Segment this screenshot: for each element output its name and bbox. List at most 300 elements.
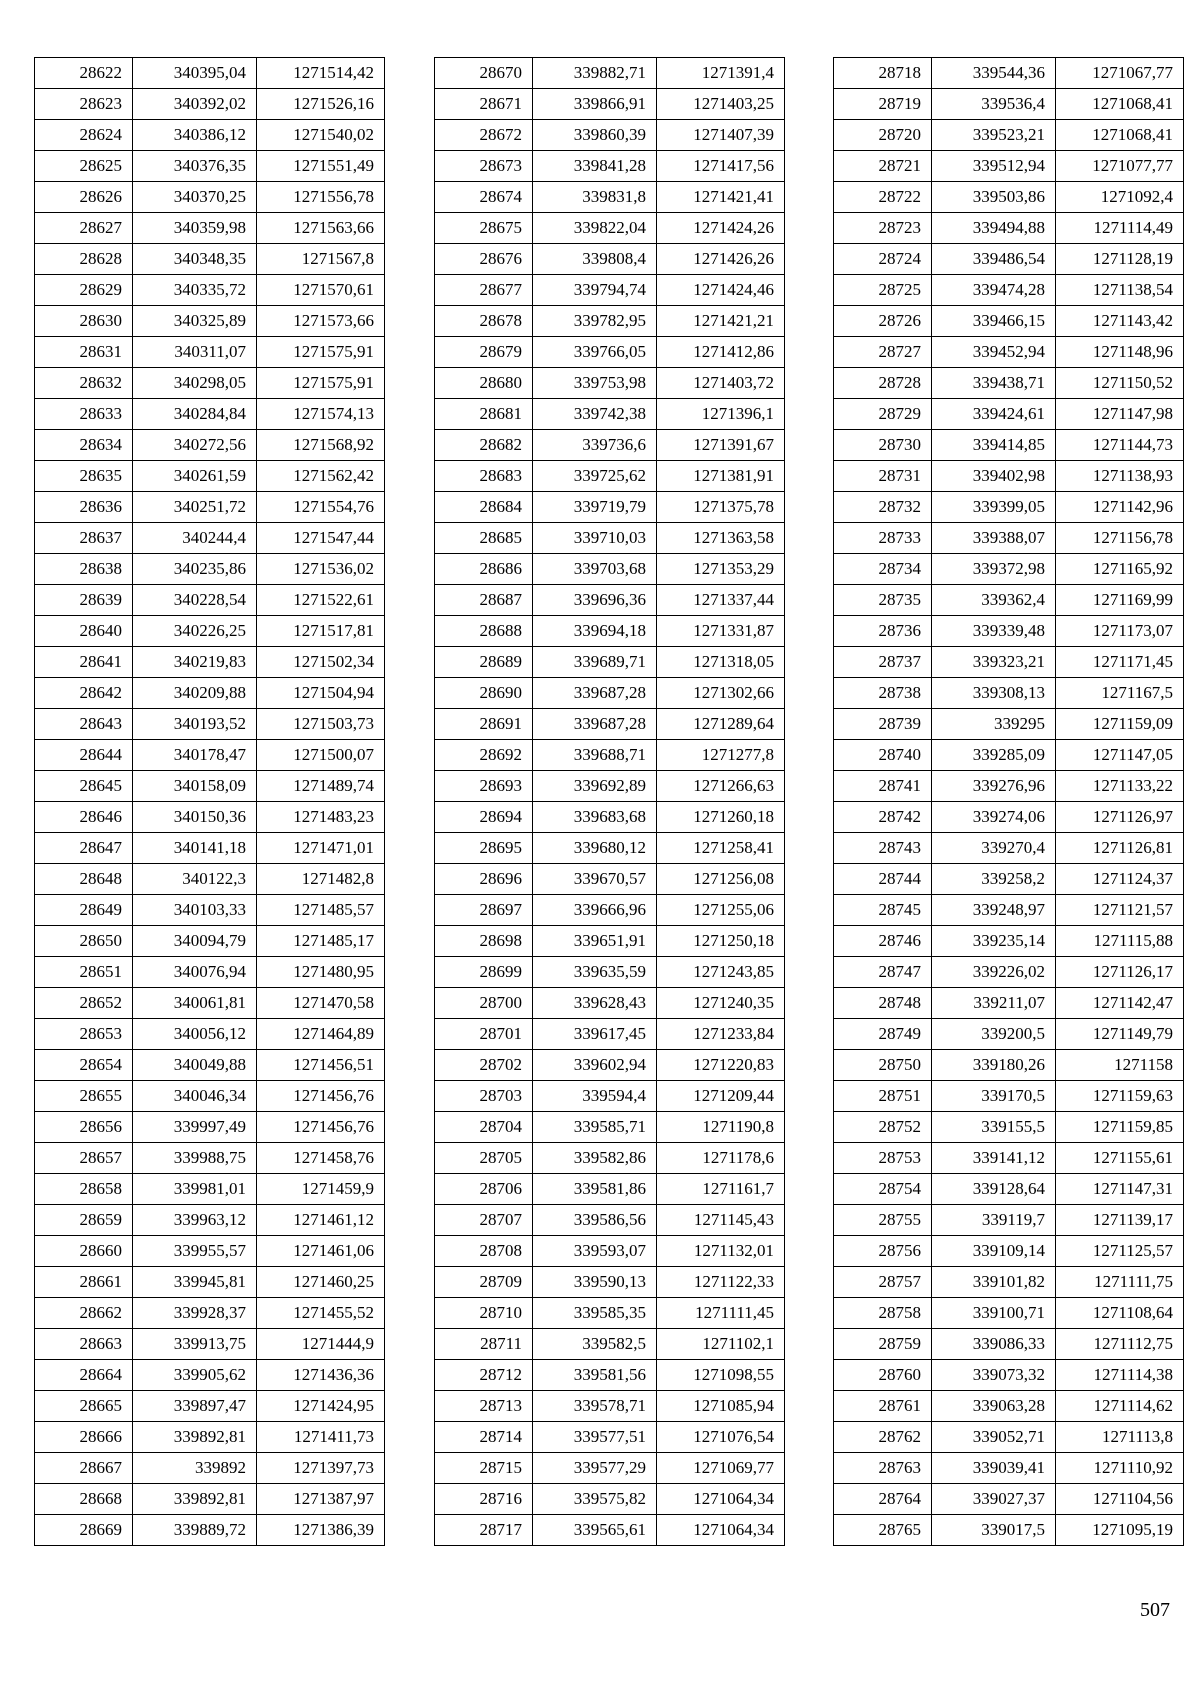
x-coordinate-cell: 340370,25: [133, 182, 257, 213]
x-coordinate-cell: 339424,61: [932, 399, 1056, 430]
table-row: [834, 895, 1184, 926]
table-row: [35, 1205, 385, 1236]
point-number-cell: 28638: [35, 554, 133, 585]
table-row: [834, 1484, 1184, 1515]
table-row: [435, 771, 785, 802]
y-coordinate-cell: 1271570,61: [257, 275, 385, 306]
table-row: [35, 616, 385, 647]
point-number-cell: 28657: [35, 1143, 133, 1174]
y-coordinate-cell: 1271554,76: [257, 492, 385, 523]
table-row: [834, 1453, 1184, 1484]
point-number-cell: 28681: [435, 399, 533, 430]
table-row: [834, 1515, 1184, 1546]
x-coordinate-cell: 339635,59: [533, 957, 657, 988]
x-coordinate-cell: 340284,84: [133, 399, 257, 430]
x-coordinate-cell: 340392,02: [133, 89, 257, 120]
y-coordinate-cell: 1271483,23: [257, 802, 385, 833]
table-row: [834, 678, 1184, 709]
x-coordinate-cell: 339692,89: [533, 771, 657, 802]
point-number-cell: 28691: [435, 709, 533, 740]
point-number-cell: 28674: [435, 182, 533, 213]
point-number-cell: 28667: [35, 1453, 133, 1484]
y-coordinate-cell: 1271353,29: [657, 554, 785, 585]
y-coordinate-cell: 1271386,39: [257, 1515, 385, 1546]
y-coordinate-cell: 1271220,83: [657, 1050, 785, 1081]
table-row: [834, 1019, 1184, 1050]
table-row: [834, 306, 1184, 337]
point-number-cell: 28713: [435, 1391, 533, 1422]
y-coordinate-cell: 1271504,94: [257, 678, 385, 709]
table-row: [435, 492, 785, 523]
y-coordinate-cell: 1271067,77: [1056, 58, 1184, 89]
point-number-cell: 28700: [435, 988, 533, 1019]
table-row: [435, 678, 785, 709]
x-coordinate-cell: 339687,28: [533, 678, 657, 709]
y-coordinate-cell: 1271069,77: [657, 1453, 785, 1484]
x-coordinate-cell: 339258,2: [932, 864, 1056, 895]
x-coordinate-cell: 340158,09: [133, 771, 257, 802]
y-coordinate-cell: 1271159,85: [1056, 1112, 1184, 1143]
point-number-cell: 28751: [834, 1081, 932, 1112]
x-coordinate-cell: 339141,12: [932, 1143, 1056, 1174]
table-row: [834, 120, 1184, 151]
x-coordinate-cell: 340094,79: [133, 926, 257, 957]
x-coordinate-cell: 339882,71: [533, 58, 657, 89]
point-number-cell: 28745: [834, 895, 932, 926]
y-coordinate-cell: 1271128,19: [1056, 244, 1184, 275]
point-number-cell: 28639: [35, 585, 133, 616]
x-coordinate-cell: 340325,89: [133, 306, 257, 337]
point-number-cell: 28744: [834, 864, 932, 895]
table-row: [435, 895, 785, 926]
x-coordinate-cell: 339414,85: [932, 430, 1056, 461]
y-coordinate-cell: 1271102,1: [657, 1329, 785, 1360]
y-coordinate-cell: 1271575,91: [257, 368, 385, 399]
table-row: [834, 585, 1184, 616]
point-number-cell: 28758: [834, 1298, 932, 1329]
y-coordinate-cell: 1271161,7: [657, 1174, 785, 1205]
table-row: [435, 1174, 785, 1205]
x-coordinate-cell: 339362,4: [932, 585, 1056, 616]
table-row: [435, 430, 785, 461]
y-coordinate-cell: 1271471,01: [257, 833, 385, 864]
table-row: [35, 988, 385, 1019]
x-coordinate-cell: 340359,98: [133, 213, 257, 244]
point-number-cell: 28756: [834, 1236, 932, 1267]
y-coordinate-cell: 1271156,78: [1056, 523, 1184, 554]
table-row: [35, 771, 385, 802]
x-coordinate-cell: 339897,47: [133, 1391, 257, 1422]
x-coordinate-cell: 340103,33: [133, 895, 257, 926]
point-number-cell: 28712: [435, 1360, 533, 1391]
x-coordinate-cell: 339086,33: [932, 1329, 1056, 1360]
x-coordinate-cell: 339544,36: [932, 58, 1056, 89]
point-number-cell: 28682: [435, 430, 533, 461]
x-coordinate-cell: 339295: [932, 709, 1056, 740]
x-coordinate-cell: 339274,06: [932, 802, 1056, 833]
x-coordinate-cell: 339742,38: [533, 399, 657, 430]
y-coordinate-cell: 1271113,8: [1056, 1422, 1184, 1453]
x-coordinate-cell: 339027,37: [932, 1484, 1056, 1515]
point-number-cell: 28655: [35, 1081, 133, 1112]
y-coordinate-cell: 1271144,73: [1056, 430, 1184, 461]
y-coordinate-cell: 1271068,41: [1056, 120, 1184, 151]
table-row: [834, 1360, 1184, 1391]
table-row: [435, 833, 785, 864]
x-coordinate-cell: 339766,05: [533, 337, 657, 368]
table-row: [834, 1050, 1184, 1081]
y-coordinate-cell: 1271138,93: [1056, 461, 1184, 492]
point-number-cell: 28690: [435, 678, 533, 709]
x-coordinate-cell: 339235,14: [932, 926, 1056, 957]
x-coordinate-cell: 339928,37: [133, 1298, 257, 1329]
y-coordinate-cell: 1271255,06: [657, 895, 785, 926]
y-coordinate-cell: 1271110,92: [1056, 1453, 1184, 1484]
x-coordinate-cell: 339523,21: [932, 120, 1056, 151]
point-number-cell: 28673: [435, 151, 533, 182]
table-row: [435, 306, 785, 337]
table-row: [834, 1267, 1184, 1298]
y-coordinate-cell: 1271277,8: [657, 740, 785, 771]
point-number-cell: 28632: [35, 368, 133, 399]
x-coordinate-cell: 340244,4: [133, 523, 257, 554]
point-number-cell: 28722: [834, 182, 932, 213]
table-row: [834, 337, 1184, 368]
point-number-cell: 28626: [35, 182, 133, 213]
y-coordinate-cell: 1271114,38: [1056, 1360, 1184, 1391]
y-coordinate-cell: 1271068,41: [1056, 89, 1184, 120]
table-row: [834, 492, 1184, 523]
point-number-cell: 28643: [35, 709, 133, 740]
x-coordinate-cell: 340272,56: [133, 430, 257, 461]
table-row: [435, 1484, 785, 1515]
x-coordinate-cell: 339710,03: [533, 523, 657, 554]
point-number-cell: 28765: [834, 1515, 932, 1546]
y-coordinate-cell: 1271122,33: [657, 1267, 785, 1298]
table-row: [35, 833, 385, 864]
point-number-cell: 28662: [35, 1298, 133, 1329]
x-coordinate-cell: 339017,5: [932, 1515, 1056, 1546]
point-number-cell: 28714: [435, 1422, 533, 1453]
y-coordinate-cell: 1271562,42: [257, 461, 385, 492]
table-row: [435, 864, 785, 895]
x-coordinate-cell: 339339,48: [932, 616, 1056, 647]
y-coordinate-cell: 1271526,16: [257, 89, 385, 120]
point-number-cell: 28699: [435, 957, 533, 988]
x-coordinate-cell: 339582,5: [533, 1329, 657, 1360]
y-coordinate-cell: 1271098,55: [657, 1360, 785, 1391]
table-row: [35, 709, 385, 740]
table-row: [834, 1422, 1184, 1453]
y-coordinate-cell: 1271064,34: [657, 1484, 785, 1515]
x-coordinate-cell: 339753,98: [533, 368, 657, 399]
point-number-cell: 28642: [35, 678, 133, 709]
point-number-cell: 28675: [435, 213, 533, 244]
point-number-cell: 28748: [834, 988, 932, 1019]
point-number-cell: 28664: [35, 1360, 133, 1391]
table-row: [435, 1329, 785, 1360]
table-row: [435, 1422, 785, 1453]
table-row: [435, 1205, 785, 1236]
table-row: [35, 89, 385, 120]
point-number-cell: 28634: [35, 430, 133, 461]
y-coordinate-cell: 1271391,4: [657, 58, 785, 89]
x-coordinate-cell: 340228,54: [133, 585, 257, 616]
y-coordinate-cell: 1271132,01: [657, 1236, 785, 1267]
x-coordinate-cell: 339585,35: [533, 1298, 657, 1329]
y-coordinate-cell: 1271111,75: [1056, 1267, 1184, 1298]
x-coordinate-cell: 339725,62: [533, 461, 657, 492]
point-number-cell: 28694: [435, 802, 533, 833]
point-number-cell: 28696: [435, 864, 533, 895]
point-number-cell: 28729: [834, 399, 932, 430]
x-coordinate-cell: 340056,12: [133, 1019, 257, 1050]
point-number-cell: 28627: [35, 213, 133, 244]
table-row: [35, 244, 385, 275]
y-coordinate-cell: 1271331,87: [657, 616, 785, 647]
table-row: [435, 182, 785, 213]
point-number-cell: 28652: [35, 988, 133, 1019]
y-coordinate-cell: 1271536,02: [257, 554, 385, 585]
y-coordinate-cell: 1271514,42: [257, 58, 385, 89]
point-number-cell: 28641: [35, 647, 133, 678]
y-coordinate-cell: 1271444,9: [257, 1329, 385, 1360]
y-coordinate-cell: 1271318,05: [657, 647, 785, 678]
point-number-cell: 28718: [834, 58, 932, 89]
y-coordinate-cell: 1271397,73: [257, 1453, 385, 1484]
y-coordinate-cell: 1271167,5: [1056, 678, 1184, 709]
table-row: [834, 709, 1184, 740]
y-coordinate-cell: 1271455,52: [257, 1298, 385, 1329]
table-row: [435, 1050, 785, 1081]
point-number-cell: 28660: [35, 1236, 133, 1267]
point-number-cell: 28658: [35, 1174, 133, 1205]
table-row: [435, 244, 785, 275]
point-number-cell: 28757: [834, 1267, 932, 1298]
x-coordinate-cell: 340193,52: [133, 709, 257, 740]
point-number-cell: 28717: [435, 1515, 533, 1546]
y-coordinate-cell: 1271260,18: [657, 802, 785, 833]
y-coordinate-cell: 1271381,91: [657, 461, 785, 492]
table-row: [35, 461, 385, 492]
point-number-cell: 28702: [435, 1050, 533, 1081]
y-coordinate-cell: 1271111,45: [657, 1298, 785, 1329]
y-coordinate-cell: 1271147,05: [1056, 740, 1184, 771]
x-coordinate-cell: 339180,26: [932, 1050, 1056, 1081]
y-coordinate-cell: 1271095,19: [1056, 1515, 1184, 1546]
y-coordinate-cell: 1271522,61: [257, 585, 385, 616]
point-number-cell: 28710: [435, 1298, 533, 1329]
y-coordinate-cell: 1271142,96: [1056, 492, 1184, 523]
table-row: [435, 1143, 785, 1174]
x-coordinate-cell: 339602,94: [533, 1050, 657, 1081]
point-number-cell: 28688: [435, 616, 533, 647]
point-number-cell: 28654: [35, 1050, 133, 1081]
point-number-cell: 28653: [35, 1019, 133, 1050]
x-coordinate-cell: 339466,15: [932, 306, 1056, 337]
table-row: [35, 1019, 385, 1050]
x-coordinate-cell: 340141,18: [133, 833, 257, 864]
point-number-cell: 28753: [834, 1143, 932, 1174]
table-row: [35, 1422, 385, 1453]
point-number-cell: 28725: [834, 275, 932, 306]
point-number-cell: 28730: [834, 430, 932, 461]
table-row: [35, 864, 385, 895]
point-number-cell: 28677: [435, 275, 533, 306]
x-coordinate-cell: 339200,5: [932, 1019, 1056, 1050]
x-coordinate-cell: 340395,04: [133, 58, 257, 89]
point-number-cell: 28740: [834, 740, 932, 771]
x-coordinate-cell: 339575,82: [533, 1484, 657, 1515]
table-row: [435, 1081, 785, 1112]
table-row: [35, 368, 385, 399]
table-row: [834, 1174, 1184, 1205]
x-coordinate-cell: 339905,62: [133, 1360, 257, 1391]
x-coordinate-cell: 340376,35: [133, 151, 257, 182]
point-number-cell: 28701: [435, 1019, 533, 1050]
x-coordinate-cell: 340076,94: [133, 957, 257, 988]
y-coordinate-cell: 1271517,81: [257, 616, 385, 647]
x-coordinate-cell: 339892,81: [133, 1484, 257, 1515]
table-row: [35, 1112, 385, 1143]
point-number-cell: 28650: [35, 926, 133, 957]
table-row: [435, 213, 785, 244]
x-coordinate-cell: 340235,86: [133, 554, 257, 585]
y-coordinate-cell: 1271337,44: [657, 585, 785, 616]
point-number-cell: 28645: [35, 771, 133, 802]
x-coordinate-cell: 339651,91: [533, 926, 657, 957]
table-row: [35, 1360, 385, 1391]
x-coordinate-cell: 339586,56: [533, 1205, 657, 1236]
y-coordinate-cell: 1271126,81: [1056, 833, 1184, 864]
y-coordinate-cell: 1271159,09: [1056, 709, 1184, 740]
y-coordinate-cell: 1271407,39: [657, 120, 785, 151]
point-number-cell: 28726: [834, 306, 932, 337]
table-row: [834, 1205, 1184, 1236]
x-coordinate-cell: 339689,71: [533, 647, 657, 678]
y-coordinate-cell: 1271456,76: [257, 1081, 385, 1112]
point-number-cell: 28759: [834, 1329, 932, 1360]
table-row: [435, 275, 785, 306]
y-coordinate-cell: 1271076,54: [657, 1422, 785, 1453]
y-coordinate-cell: 1271503,73: [257, 709, 385, 740]
x-coordinate-cell: 339565,61: [533, 1515, 657, 1546]
y-coordinate-cell: 1271412,86: [657, 337, 785, 368]
table-row: [35, 213, 385, 244]
y-coordinate-cell: 1271169,99: [1056, 585, 1184, 616]
table-row: [834, 647, 1184, 678]
point-number-cell: 28762: [834, 1422, 932, 1453]
y-coordinate-cell: 1271171,45: [1056, 647, 1184, 678]
y-coordinate-cell: 1271150,52: [1056, 368, 1184, 399]
table-row: [435, 647, 785, 678]
y-coordinate-cell: 1271124,37: [1056, 864, 1184, 895]
y-coordinate-cell: 1271145,43: [657, 1205, 785, 1236]
y-coordinate-cell: 1271568,92: [257, 430, 385, 461]
table-row: [35, 1267, 385, 1298]
y-coordinate-cell: 1271403,72: [657, 368, 785, 399]
point-number-cell: 28752: [834, 1112, 932, 1143]
table-row: [435, 461, 785, 492]
y-coordinate-cell: 1271417,56: [657, 151, 785, 182]
y-coordinate-cell: 1271411,73: [257, 1422, 385, 1453]
x-coordinate-cell: 339582,86: [533, 1143, 657, 1174]
table-row: [834, 1391, 1184, 1422]
x-coordinate-cell: 339128,64: [932, 1174, 1056, 1205]
table-row: [834, 244, 1184, 275]
x-coordinate-cell: 339955,57: [133, 1236, 257, 1267]
point-number-cell: 28637: [35, 523, 133, 554]
x-coordinate-cell: 340150,36: [133, 802, 257, 833]
x-coordinate-cell: 340061,81: [133, 988, 257, 1019]
x-coordinate-cell: 339211,07: [932, 988, 1056, 1019]
y-coordinate-cell: 1271148,96: [1056, 337, 1184, 368]
table-row: [834, 151, 1184, 182]
table-row: [35, 1298, 385, 1329]
x-coordinate-cell: 339666,96: [533, 895, 657, 926]
table-row: [435, 1453, 785, 1484]
x-coordinate-cell: 339963,12: [133, 1205, 257, 1236]
table-row: [834, 1143, 1184, 1174]
y-coordinate-cell: 1271540,02: [257, 120, 385, 151]
x-coordinate-cell: 339831,8: [533, 182, 657, 213]
x-coordinate-cell: 339892,81: [133, 1422, 257, 1453]
y-coordinate-cell: 1271363,58: [657, 523, 785, 554]
x-coordinate-cell: 339889,72: [133, 1515, 257, 1546]
table-row: [435, 399, 785, 430]
x-coordinate-cell: 339372,98: [932, 554, 1056, 585]
point-number-cell: 28656: [35, 1112, 133, 1143]
table-row: [834, 58, 1184, 89]
x-coordinate-cell: 339581,86: [533, 1174, 657, 1205]
table-row: [35, 337, 385, 368]
point-number-cell: 28693: [435, 771, 533, 802]
point-number-cell: 28742: [834, 802, 932, 833]
table-row: [834, 1081, 1184, 1112]
y-coordinate-cell: 1271456,76: [257, 1112, 385, 1143]
x-coordinate-cell: 339782,95: [533, 306, 657, 337]
y-coordinate-cell: 1271421,21: [657, 306, 785, 337]
table-row: [35, 1515, 385, 1546]
y-coordinate-cell: 1271256,08: [657, 864, 785, 895]
point-number-cell: 28720: [834, 120, 932, 151]
table-row: [35, 585, 385, 616]
point-number-cell: 28629: [35, 275, 133, 306]
x-coordinate-cell: 339073,32: [932, 1360, 1056, 1391]
point-number-cell: 28734: [834, 554, 932, 585]
table-row: [435, 58, 785, 89]
y-coordinate-cell: 1271147,31: [1056, 1174, 1184, 1205]
x-coordinate-cell: 339308,13: [932, 678, 1056, 709]
table-row: [834, 275, 1184, 306]
y-coordinate-cell: 1271266,63: [657, 771, 785, 802]
y-coordinate-cell: 1271173,07: [1056, 616, 1184, 647]
table-row: [435, 802, 785, 833]
y-coordinate-cell: 1271233,84: [657, 1019, 785, 1050]
y-coordinate-cell: 1271126,17: [1056, 957, 1184, 988]
point-number-cell: 28631: [35, 337, 133, 368]
y-coordinate-cell: 1271158: [1056, 1050, 1184, 1081]
point-number-cell: 28678: [435, 306, 533, 337]
y-coordinate-cell: 1271302,66: [657, 678, 785, 709]
table-row: [35, 926, 385, 957]
y-coordinate-cell: 1271112,75: [1056, 1329, 1184, 1360]
point-number-cell: 28728: [834, 368, 932, 399]
table-row: [834, 213, 1184, 244]
x-coordinate-cell: 339892: [133, 1453, 257, 1484]
table-row: [435, 709, 785, 740]
y-coordinate-cell: 1271133,22: [1056, 771, 1184, 802]
